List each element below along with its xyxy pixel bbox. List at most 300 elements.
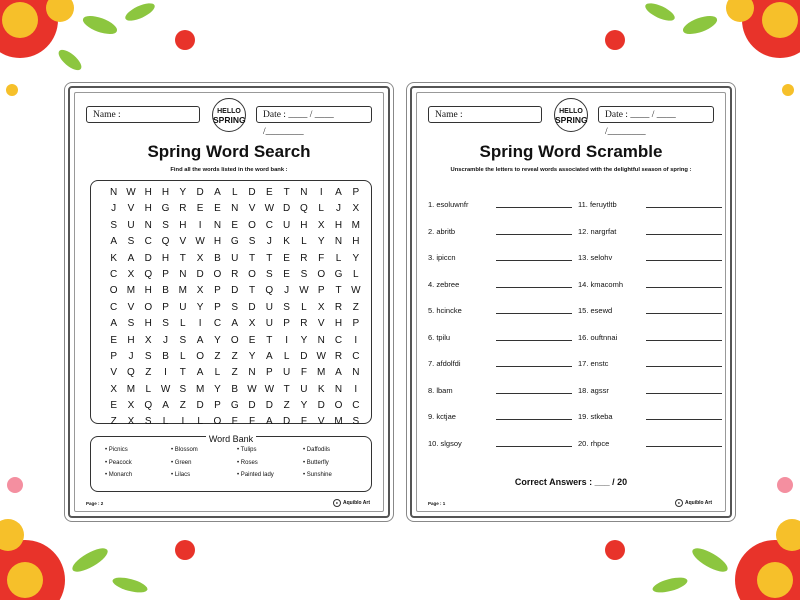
- date-field[interactable]: [256, 106, 372, 137]
- grid-letter: J: [284, 285, 290, 297]
- grid-letter: W: [195, 236, 205, 248]
- grid-letter: Z: [283, 400, 290, 412]
- scramble-item: [428, 333, 572, 360]
- grid-letter: A: [335, 187, 342, 198]
- grid-letter: G: [230, 236, 239, 248]
- grid-letter: Z: [352, 301, 359, 313]
- answer-line[interactable]: [496, 252, 572, 261]
- grid-letter: P: [162, 301, 169, 313]
- grid-letter: O: [109, 285, 118, 297]
- grid-letter: K: [317, 383, 325, 395]
- grid-letter: O: [248, 219, 256, 231]
- grid-letter: H: [144, 318, 152, 330]
- word-bank-item: • Tulips: [237, 447, 303, 460]
- grid-letter: Q: [300, 203, 308, 215]
- grid-letter: O: [196, 350, 205, 362]
- grid-letter: A: [231, 318, 239, 330]
- page-number: Page : 1: [428, 501, 446, 506]
- grid-letter: P: [110, 350, 117, 362]
- scrambled-word: 14. kmacomh: [578, 279, 624, 289]
- letter-grid: [105, 187, 364, 433]
- name-label: Name :: [435, 110, 463, 120]
- grid-letter: S: [248, 236, 256, 248]
- scrambled-word: 4. zebree: [428, 279, 460, 289]
- answer-line[interactable]: [646, 252, 722, 261]
- grid-letter: D: [231, 285, 239, 297]
- grid-letter: O: [230, 334, 239, 346]
- grid-letter: T: [179, 252, 186, 264]
- grid-letter: X: [127, 400, 135, 412]
- grid-letter: E: [283, 252, 290, 264]
- grid-letter: D: [283, 203, 291, 215]
- grid-letter: Y: [214, 334, 221, 346]
- grid-letter: L: [301, 301, 307, 313]
- grid-letter: A: [196, 334, 204, 346]
- grid-letter: H: [334, 219, 343, 231]
- grid-letter: R: [300, 318, 308, 330]
- scramble-item: [578, 280, 722, 307]
- scrambled-word: 12. nargrfat: [578, 226, 617, 236]
- grid-letter: W: [247, 383, 257, 395]
- grid-letter: N: [317, 334, 325, 346]
- scramble-item: [578, 227, 722, 254]
- scramble-item: [428, 359, 572, 386]
- grid-letter: L: [283, 350, 290, 362]
- word-bank-item: • Daffodils: [303, 447, 369, 460]
- grid-letter: T: [266, 252, 273, 264]
- grid-letter: H: [179, 219, 187, 231]
- copyright-icon: c: [675, 499, 683, 507]
- grid-letter: X: [317, 301, 325, 313]
- grid-letter: T: [248, 252, 256, 264]
- grid-letter: Y: [196, 301, 204, 313]
- answer-line[interactable]: [646, 411, 722, 420]
- grid-letter: J: [128, 350, 134, 362]
- grid-letter: G: [230, 400, 239, 412]
- page-subtitle: Find all the words listed in the word bank :: [170, 167, 288, 173]
- letter-grid-box: [90, 180, 372, 428]
- scrambled-word: 15. esewd: [578, 306, 613, 315]
- answer-line[interactable]: [496, 226, 572, 235]
- grid-letter: I: [354, 383, 358, 395]
- grid-letter: X: [248, 318, 256, 330]
- grid-letter: W: [299, 285, 309, 297]
- grid-letter: J: [266, 236, 272, 248]
- grid-letter: N: [334, 383, 343, 395]
- grid-letter: A: [110, 318, 117, 330]
- answer-line[interactable]: [646, 385, 722, 394]
- grid-letter: O: [317, 268, 326, 280]
- grid-letter: Q: [265, 285, 274, 297]
- grid-letter: T: [266, 334, 273, 346]
- page-number: Page : 2: [86, 501, 104, 506]
- word-bank-item: • Blossom: [171, 447, 237, 460]
- scramble-list-left: [428, 200, 572, 465]
- word-bank-item: • Monarch: [105, 472, 171, 485]
- grid-letter: A: [162, 400, 169, 412]
- answer-line[interactable]: [496, 199, 572, 208]
- scrambled-word: 17. enstc: [578, 359, 609, 368]
- grid-letter: P: [214, 285, 221, 297]
- scrambled-word: 16. ouftnnai: [578, 332, 618, 342]
- grid-letter: E: [110, 400, 117, 412]
- grid-letter: V: [127, 203, 135, 215]
- grid-letter: U: [300, 383, 308, 395]
- grid-letter: D: [196, 400, 204, 412]
- grid-letter: U: [179, 301, 187, 313]
- scramble-item: [428, 280, 572, 307]
- scrambled-word: 7. afdolfdi: [428, 359, 461, 368]
- grid-letter: N: [300, 187, 308, 198]
- grid-letter: W: [264, 203, 275, 215]
- answer-line[interactable]: [646, 332, 722, 341]
- grid-letter: D: [317, 400, 325, 412]
- grid-letter: Z: [179, 400, 186, 412]
- grid-letter: Q: [161, 236, 170, 248]
- grid-letter: A: [214, 187, 221, 198]
- scrambled-word: 10. slgsoy: [428, 438, 462, 448]
- grid-letter: I: [164, 367, 167, 379]
- grid-letter: R: [334, 301, 343, 313]
- grid-letter: J: [336, 203, 341, 215]
- grid-letter: O: [213, 268, 222, 280]
- grid-letter: P: [283, 318, 290, 330]
- grid-letter: S: [127, 236, 135, 248]
- badge-top-text: HELLO: [559, 108, 583, 115]
- grid-letter: M: [126, 285, 136, 297]
- grid-letter: L: [231, 187, 238, 198]
- name-field[interactable]: [428, 106, 542, 123]
- scrambled-word: 6. tpilu: [428, 332, 451, 342]
- grid-letter: L: [180, 350, 186, 362]
- grid-letter: U: [127, 219, 135, 231]
- grid-letter: V: [317, 318, 325, 330]
- grid-letter: L: [214, 367, 221, 379]
- grid-letter: H: [144, 187, 152, 198]
- word-bank-item: • Lilacs: [171, 472, 237, 485]
- grid-letter: I: [181, 416, 185, 428]
- grid-letter: U: [265, 301, 273, 313]
- name-label: Name :: [93, 110, 121, 120]
- answer-line[interactable]: [496, 332, 572, 341]
- grid-letter: E: [196, 203, 204, 215]
- grid-letter: K: [110, 252, 117, 264]
- badge-bottom-text: SPRING: [555, 115, 588, 125]
- page-title: Spring Word Search: [147, 142, 311, 161]
- grid-letter: E: [283, 268, 290, 280]
- grid-letter: T: [335, 285, 342, 297]
- word-bank-item: • Peacock: [105, 460, 171, 473]
- grid-letter: H: [161, 252, 170, 264]
- grid-letter: A: [265, 350, 273, 362]
- grid-letter: E: [265, 187, 273, 198]
- grid-letter: X: [144, 334, 152, 346]
- grid-letter: D: [248, 187, 256, 198]
- scramble-item: [428, 412, 572, 439]
- grid-letter: M: [317, 367, 326, 379]
- scramble-item: [578, 306, 722, 333]
- grid-letter: Y: [179, 187, 187, 198]
- grid-letter: W: [160, 383, 171, 395]
- scrambled-word: 1. esoluwnfr: [428, 200, 469, 209]
- date-label: Date : ____ / ____ /________: [263, 110, 334, 137]
- grid-letter: E: [110, 334, 117, 346]
- grid-letter: O: [213, 416, 222, 428]
- grid-letter: Q: [144, 400, 153, 412]
- grid-letter: N: [231, 203, 239, 215]
- grid-letter: H: [144, 203, 152, 215]
- grid-letter: A: [110, 236, 117, 248]
- grid-letter: O: [248, 268, 256, 280]
- scramble-item: [578, 412, 722, 439]
- grid-letter: D: [265, 400, 273, 412]
- grid-letter: L: [180, 318, 186, 330]
- grid-letter: Q: [144, 268, 153, 280]
- grid-letter: U: [283, 367, 291, 379]
- scramble-list-right: [578, 200, 722, 465]
- grid-letter: H: [352, 236, 360, 248]
- grid-letter: I: [285, 334, 288, 346]
- grid-letter: X: [196, 252, 204, 264]
- grid-letter: L: [197, 416, 203, 428]
- grid-letter: V: [248, 203, 256, 215]
- grid-letter: D: [300, 350, 308, 362]
- grid-letter: T: [283, 383, 290, 395]
- grid-letter: O: [144, 301, 153, 313]
- correct-answers-score: Correct Answers : ___ / 20: [514, 477, 628, 487]
- grid-letter: X: [317, 219, 325, 231]
- grid-letter: H: [127, 334, 135, 346]
- grid-letter: C: [265, 219, 273, 231]
- grid-letter: M: [178, 285, 187, 297]
- grid-letter: C: [352, 400, 360, 412]
- grid-letter: Z: [145, 367, 152, 379]
- grid-letter: B: [231, 383, 239, 395]
- grid-letter: L: [353, 268, 359, 280]
- grid-letter: U: [265, 318, 273, 330]
- scramble-item: [428, 306, 572, 333]
- grid-letter: I: [198, 318, 202, 330]
- scrambled-word: 2. abritb: [428, 226, 456, 236]
- grid-letter: B: [214, 252, 221, 264]
- scramble-item: [428, 439, 572, 466]
- grid-letter: P: [352, 318, 360, 330]
- answer-line[interactable]: [496, 438, 572, 447]
- grid-letter: C: [110, 268, 118, 280]
- word-bank-title: Word Bank: [206, 434, 256, 444]
- badge-bottom-text: SPRING: [213, 115, 246, 125]
- grid-letter: D: [248, 400, 256, 412]
- grid-letter: L: [335, 252, 342, 264]
- grid-letter: J: [163, 334, 169, 346]
- answer-line[interactable]: [646, 438, 722, 447]
- answer-line[interactable]: [646, 226, 722, 235]
- scramble-item: [578, 200, 722, 227]
- word-bank-box: [90, 436, 372, 492]
- answer-line[interactable]: [496, 411, 572, 420]
- grid-letter: A: [265, 416, 273, 428]
- grid-letter: B: [162, 285, 169, 297]
- grid-letter: L: [162, 416, 169, 428]
- hello-spring-badge: [212, 98, 246, 132]
- grid-letter: Y: [300, 400, 308, 412]
- scrambled-word: 8. lbam: [428, 385, 453, 395]
- grid-letter: S: [162, 219, 169, 231]
- grid-letter: S: [231, 301, 239, 313]
- grid-letter: F: [248, 416, 256, 428]
- scrambled-word: 19. stkeba: [578, 412, 613, 421]
- grid-letter: Z: [231, 350, 238, 362]
- grid-letter: S: [265, 268, 273, 280]
- grid-letter: S: [179, 383, 187, 395]
- grid-letter: H: [300, 219, 308, 231]
- grid-letter: R: [334, 350, 343, 362]
- grid-letter: M: [195, 383, 205, 395]
- grid-letter: D: [248, 301, 256, 313]
- grid-letter: W: [264, 383, 275, 395]
- scramble-item: [578, 439, 722, 466]
- scramble-item: [578, 333, 722, 360]
- brand-label: Aquiblo Art: [684, 500, 712, 506]
- grid-letter: Z: [214, 350, 221, 362]
- word-bank-item: • Roses: [237, 460, 303, 473]
- grid-letter: E: [214, 203, 221, 215]
- grid-letter: X: [352, 203, 360, 215]
- word-bank-item: • Painted lady: [237, 472, 303, 485]
- answer-line[interactable]: [646, 199, 722, 208]
- grid-letter: J: [111, 203, 117, 215]
- grid-letter: A: [196, 367, 204, 379]
- grid-letter: S: [162, 318, 169, 330]
- grid-letter: H: [334, 318, 343, 330]
- grid-letter: D: [196, 187, 204, 198]
- grid-letter: K: [283, 236, 290, 248]
- grid-letter: R: [231, 268, 239, 280]
- grid-letter: H: [213, 236, 222, 248]
- grid-letter: I: [198, 219, 202, 231]
- word-bank-item: • Butterfly: [303, 460, 369, 473]
- grid-letter: P: [162, 268, 169, 280]
- grid-letter: D: [144, 252, 152, 264]
- name-field[interactable]: [86, 106, 200, 123]
- grid-letter: N: [248, 367, 256, 379]
- grid-letter: F: [300, 416, 307, 428]
- grid-letter: P: [265, 367, 273, 379]
- grid-letter: I: [354, 334, 358, 346]
- grid-letter: H: [161, 187, 170, 198]
- scramble-item: [578, 386, 722, 413]
- grid-letter: T: [283, 187, 290, 198]
- grid-letter: V: [317, 416, 325, 428]
- grid-letter: C: [213, 318, 222, 330]
- grid-letter: X: [127, 268, 135, 280]
- grid-letter: V: [179, 236, 187, 248]
- scramble-item: [578, 359, 722, 386]
- grid-letter: P: [214, 400, 221, 412]
- grid-letter: C: [352, 350, 360, 362]
- grid-letter: M: [334, 416, 343, 428]
- brand-footer: [333, 499, 370, 507]
- answer-line[interactable]: [646, 305, 722, 314]
- grid-letter: P: [317, 285, 325, 297]
- grid-letter: T: [248, 285, 256, 297]
- word-bank-item: • Picnics: [105, 447, 171, 460]
- grid-letter: M: [351, 219, 360, 231]
- grid-letter: Y: [214, 383, 221, 395]
- grid-letter: P: [352, 187, 360, 198]
- grid-letter: Z: [231, 367, 238, 379]
- grid-letter: Y: [352, 252, 360, 264]
- grid-letter: A: [335, 367, 342, 379]
- word-bank-item: • Green: [171, 460, 237, 473]
- grid-letter: Y: [317, 236, 325, 248]
- date-label: Date : ____ / ____ /________: [605, 110, 676, 137]
- grid-letter: N: [179, 268, 187, 280]
- grid-letter: E: [231, 219, 239, 231]
- word-bank-list: [105, 447, 369, 485]
- word-scramble-page: [410, 86, 732, 518]
- word-search-page: [68, 86, 390, 518]
- answer-line[interactable]: [496, 305, 572, 314]
- brand-label: Aquiblo Art: [342, 500, 370, 506]
- answer-line[interactable]: [646, 279, 722, 288]
- scrambled-word: 3. ipiccn: [428, 253, 456, 262]
- grid-letter: S: [352, 416, 360, 428]
- grid-letter: W: [351, 285, 361, 297]
- grid-letter: Y: [300, 334, 308, 346]
- grid-letter: F: [318, 252, 325, 264]
- grid-letter: S: [179, 334, 187, 346]
- answer-line[interactable]: [496, 385, 572, 394]
- scrambled-word: 5. hcincke: [428, 306, 462, 315]
- scrambled-word: 20. rhpce: [578, 438, 610, 448]
- grid-letter: S: [127, 318, 135, 330]
- grid-letter: L: [145, 383, 152, 395]
- answer-line[interactable]: [496, 358, 572, 367]
- grid-letter: X: [196, 285, 204, 297]
- grid-letter: G: [334, 268, 343, 280]
- grid-letter: E: [248, 334, 256, 346]
- grid-letter: W: [316, 350, 326, 362]
- grid-letter: N: [144, 219, 152, 231]
- grid-letter: W: [126, 187, 136, 198]
- grid-letter: Y: [248, 350, 256, 362]
- scrambled-word: 18. agssr: [578, 385, 609, 395]
- grid-letter: A: [127, 252, 135, 264]
- grid-letter: T: [179, 367, 186, 379]
- scrambled-word: 11. feruytltb: [578, 200, 617, 209]
- grid-letter: Q: [127, 367, 135, 379]
- grid-letter: B: [162, 350, 169, 362]
- grid-letter: S: [300, 268, 308, 280]
- brand-footer: [675, 499, 712, 507]
- answer-line[interactable]: [496, 279, 572, 288]
- date-field[interactable]: [598, 106, 714, 137]
- grid-letter: S: [283, 301, 290, 313]
- answer-line[interactable]: [646, 358, 722, 367]
- grid-letter: Z: [110, 416, 117, 428]
- grid-letter: C: [334, 334, 343, 346]
- page-title: Spring Word Scramble: [479, 142, 663, 161]
- badge-top-text: HELLO: [217, 108, 241, 115]
- hello-spring-badge: [554, 98, 588, 132]
- scramble-item: [578, 253, 722, 280]
- scramble-item: [428, 200, 572, 227]
- scramble-item: [428, 386, 572, 413]
- grid-letter: M: [126, 383, 136, 395]
- grid-letter: D: [196, 268, 204, 280]
- grid-letter: R: [179, 203, 187, 215]
